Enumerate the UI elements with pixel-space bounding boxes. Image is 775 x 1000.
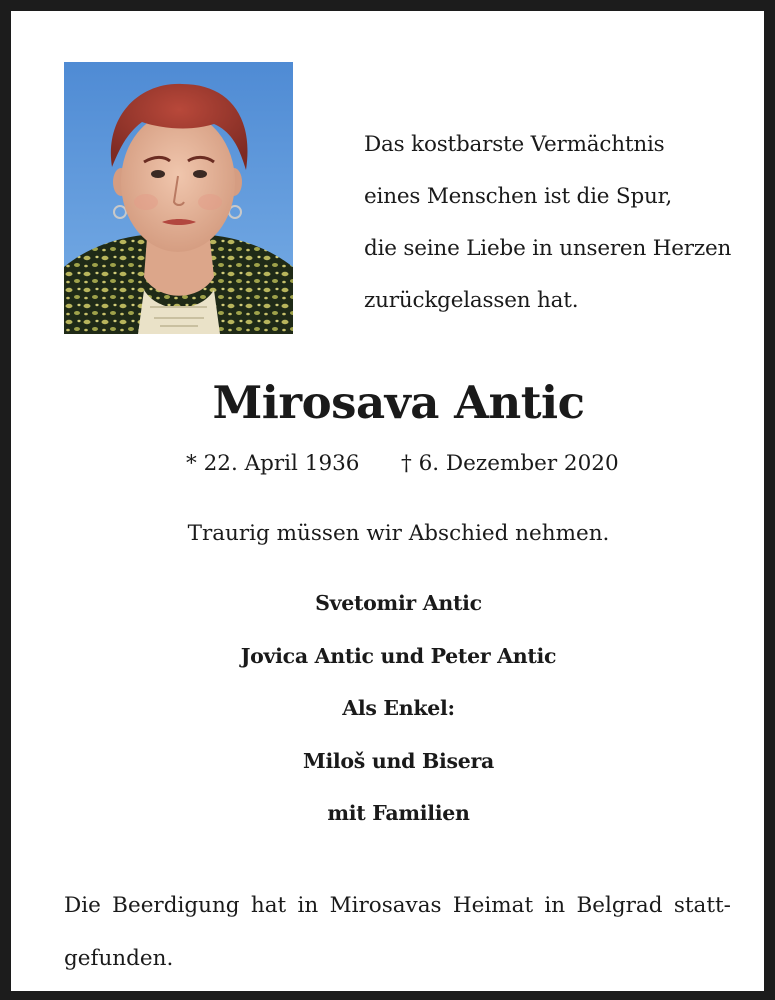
funeral-word: in [297, 893, 319, 918]
mourner-line: Als Enkel: [342, 696, 455, 720]
memorial-quote [364, 119, 764, 327]
quote-line: eines Menschen ist die Spur, [364, 184, 673, 209]
portrait-photo-icon [64, 62, 293, 334]
funeral-word: Heimat [452, 893, 534, 918]
life-dates [11, 447, 775, 481]
funeral-notice-line: gefunden. [64, 946, 174, 971]
funeral-notice-line [64, 879, 731, 932]
portrait-photo [64, 62, 293, 334]
mourner-line: Miloš und Bisera [303, 748, 494, 773]
funeral-word: statt- [673, 893, 731, 918]
quote-line: die seine Liebe in unseren Herzen [364, 236, 732, 261]
quote-line: zurückgelassen hat. [364, 288, 579, 313]
funeral-notice [64, 879, 731, 985]
deceased-name: Mirosava Antic [212, 376, 585, 429]
funeral-word: Die [64, 893, 101, 918]
mourner-line: Jovica Antic und Peter Antic [240, 643, 557, 668]
mourner-line: Svetomir Antic [315, 591, 482, 615]
funeral-word: Belgrad [576, 893, 663, 918]
funeral-word: in [544, 893, 566, 918]
quote-line: Das kostbarste Vermächtnis [364, 132, 665, 157]
death-date: † 6. Dezember 2020 [401, 451, 619, 476]
mourner-line: mit Familien [327, 801, 470, 825]
funeral-word: hat [250, 893, 287, 918]
funeral-word: Beerdigung [112, 893, 240, 918]
funeral-word: Mirosavas [329, 893, 442, 918]
mourners-list [11, 585, 775, 848]
birth-date: * 22. April 1936 [186, 451, 360, 476]
farewell-text: Traurig müssen wir Abschied nehmen. [187, 521, 610, 546]
